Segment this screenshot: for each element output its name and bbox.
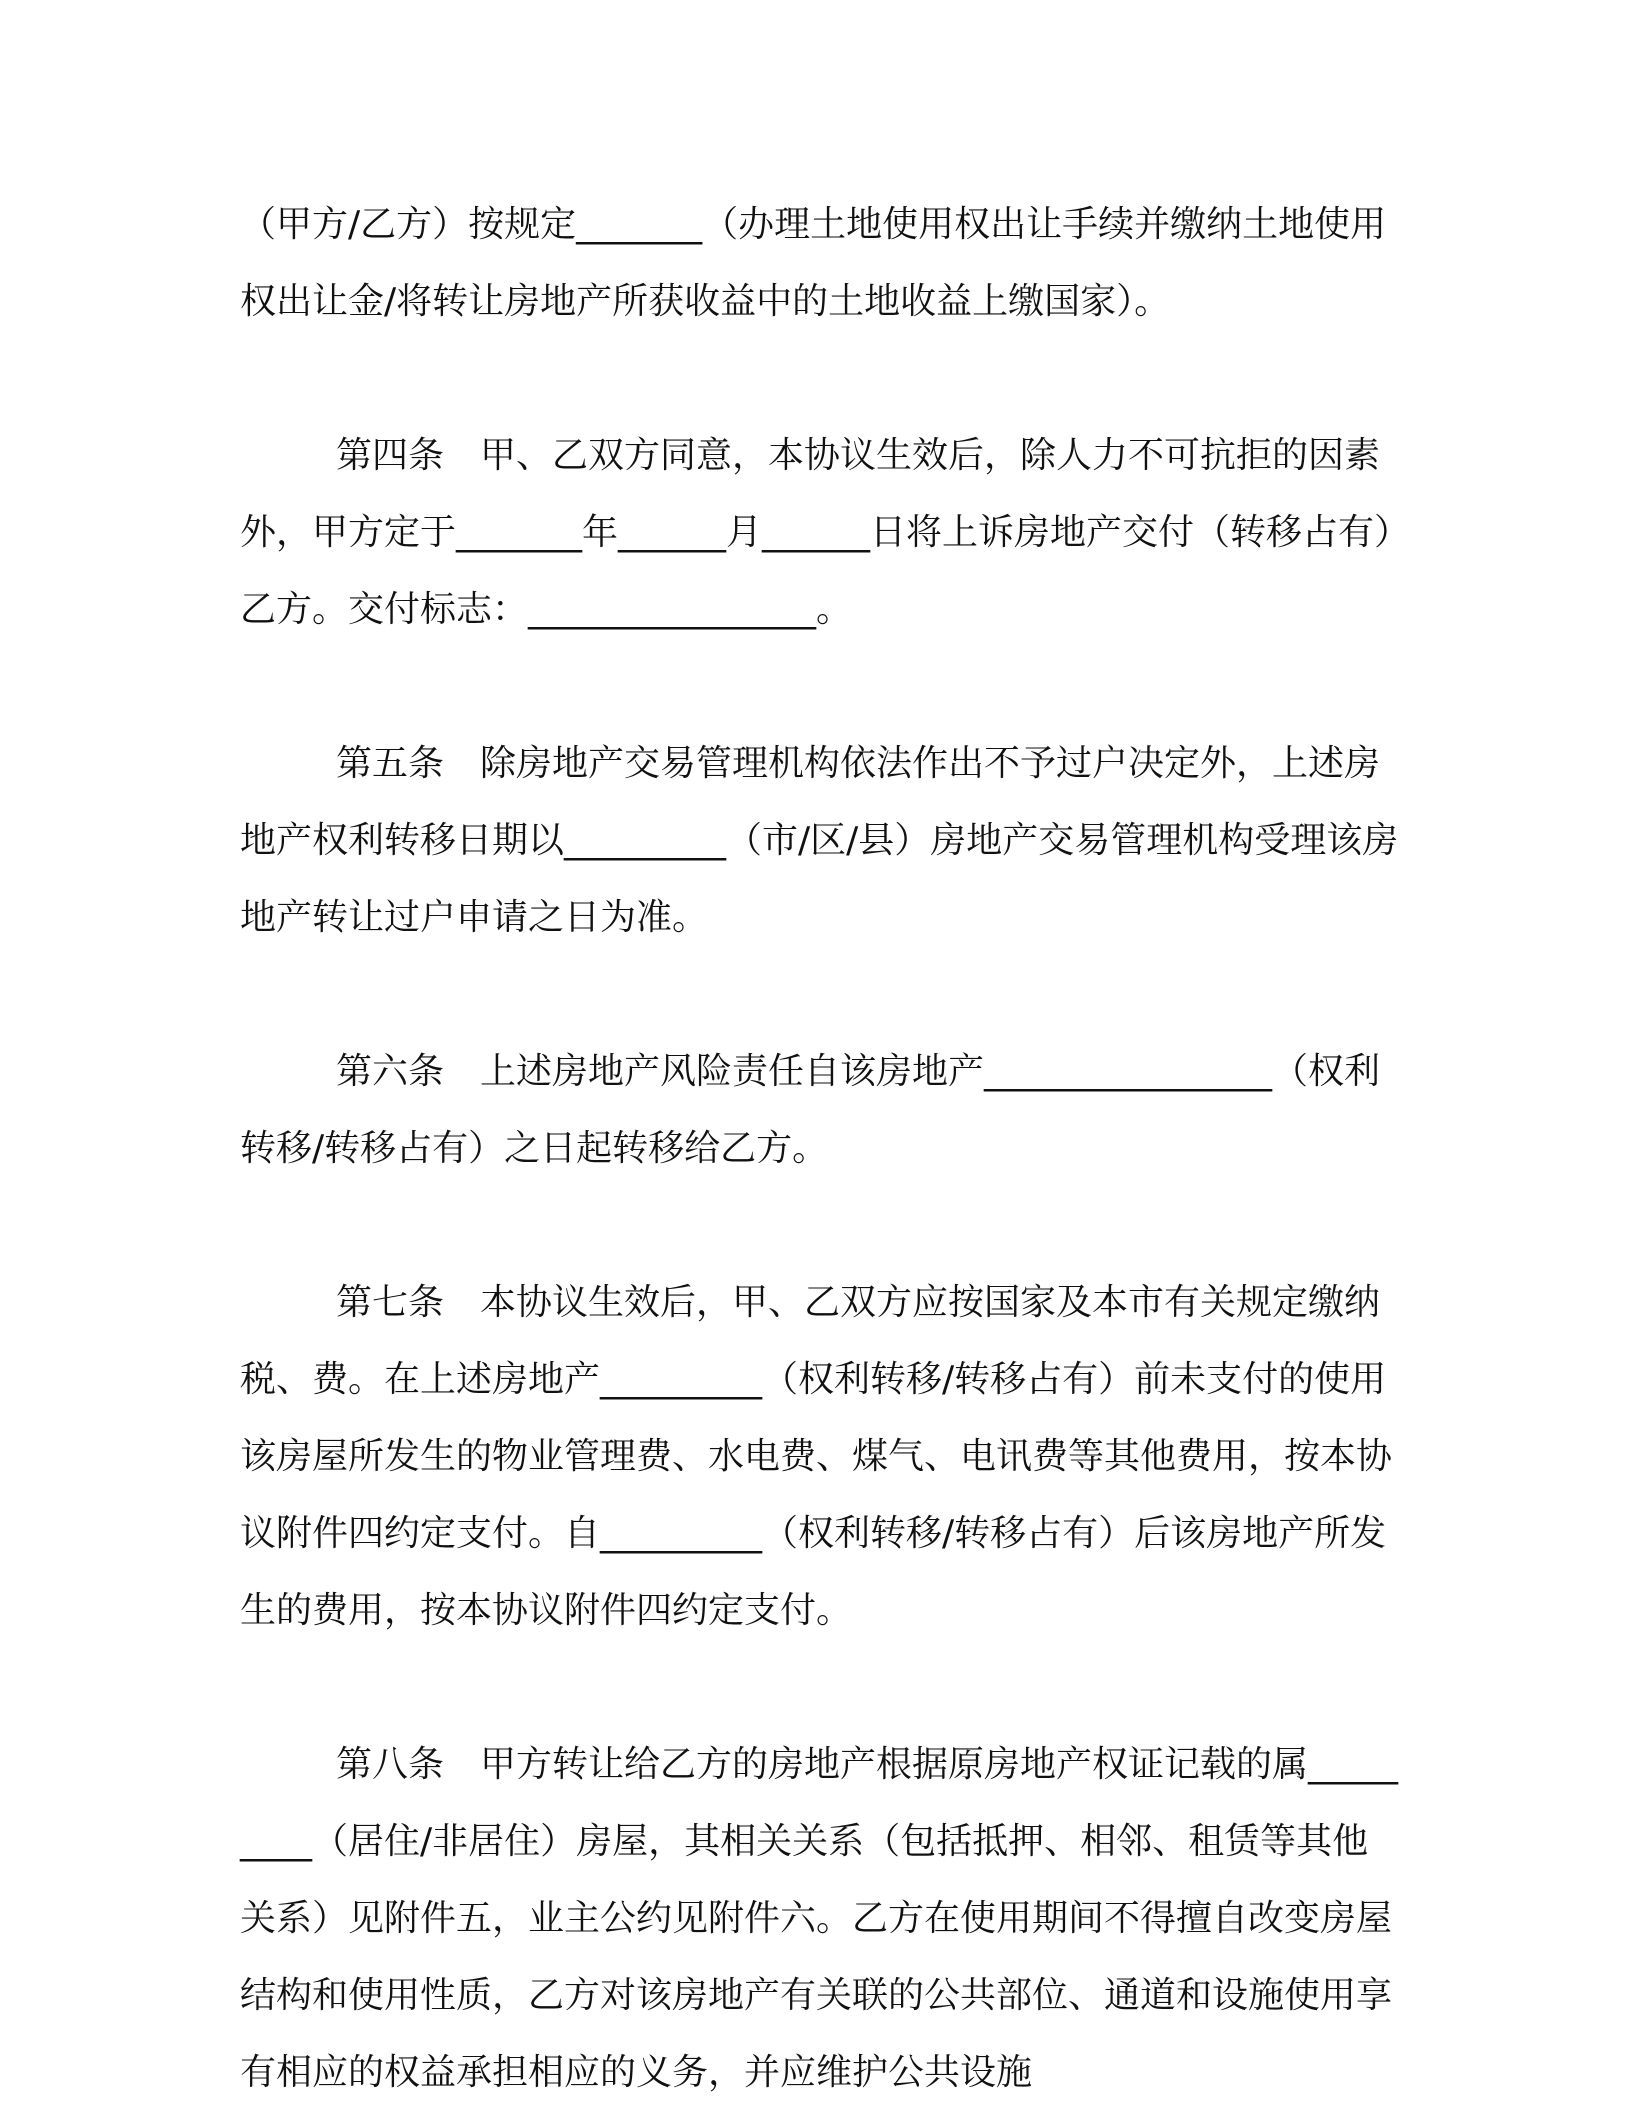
document-body	[240, 186, 1400, 2111]
paragraph-continuation: （甲方/乙方）按规定_______（办理土地使用权出让手续并缴纳土地使用权出让金/将转让房地产所获收益中的土地收益上缴国家）。	[240, 204, 1387, 322]
paragraph-article-7: 第七条 本协议生效后，甲、乙双方应按国家及本市有关规定缴纳税、费。在上述房地产_________（权利转移/转移占有）前未支付的使用该房屋所发生的物业管理费、水电费、煤气、电讯费等其他费用，按本协议附件四约定支付。自_________（权利转移/转移占有）后该房地产所发生的费用，按本协议附件四约定支付。	[240, 1282, 1393, 1631]
paragraph-article-4: 第四条 甲、乙双方同意，本协议生效后，除人力不可抗拒的因素外，甲方定于_______年______月______日将上诉房地产交付（转移占有）乙方。交付标志：________________。	[240, 435, 1393, 630]
paragraph-article-6: 第六条 上述房地产风险责任自该房地产________________（权利转移/转移占有）之日起转移给乙方。	[240, 1051, 1381, 1169]
paragraph-article-8: 第八条 甲方转让给乙方的房地产根据原房地产权证记载的属_________（居住/非居住）房屋，其相关关系（包括抵押、相邻、租赁等其他关系）见附件五，业主公约见附件六。乙方在使用期间不得擅自改变房屋结构和使用性质，乙方对该房地产有关联的公共部位、通道和设施使用享有相应的权益承担相应的义务，并应维护公共设施	[240, 1744, 1399, 2093]
paragraph-article-5: 第五条 除房地产交易管理机构依法作出不予过户决定外，上述房地产权利转移日期以_________（市/区/县）房地产交易管理机构受理该房地产转让过户申请之日为准。	[240, 743, 1399, 938]
